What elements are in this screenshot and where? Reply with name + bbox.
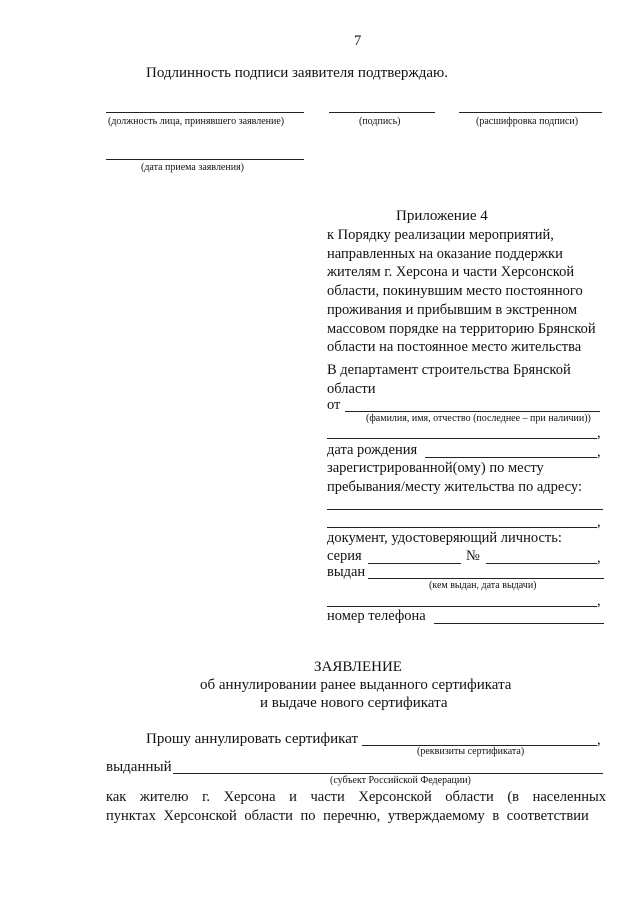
position-hint: (должность лица, принявшего заявление) [108,116,285,127]
addressee-line: области [327,380,376,397]
from-label: от [327,397,341,413]
issued-continuation-field[interactable] [327,606,597,607]
fullname-hint: (фамилия, имя, отчество (последнее – при наличии)) [366,413,591,424]
acceptance-date-hint: (дата приема заявления) [141,162,245,173]
issued-by-field[interactable] [368,578,604,579]
request-text: Прошу аннулировать сертификат [146,731,359,747]
federal-subject-field[interactable] [173,773,603,774]
fullname-continuation-field[interactable] [327,438,597,439]
registration-label: зарегистрированной(ому) по месту [327,460,544,476]
comma: , [597,732,601,748]
appendix-title: Приложение 4 [396,208,488,224]
comma: , [597,425,601,441]
address-continuation-field[interactable] [327,527,597,528]
page-number: 7 [354,33,362,49]
appendix-line: области на постоянное место жительства [327,339,582,356]
issued-label: выдан [327,564,366,580]
signature-confirmation-text: Подлинность подписи заявителя подтверждаю. [146,65,448,81]
series-label: серия [327,548,362,564]
appendix-text [327,226,617,357]
appendix-line: жителям г. Херсона и части Херсонской [327,264,575,281]
issued-hint: (кем выдан, дата выдачи) [429,580,537,591]
comma: , [597,514,601,530]
birth-date-field[interactable] [425,457,597,458]
comma: , [597,550,601,566]
signature-hint: (подпись) [359,116,401,127]
statement-subtitle: об аннулировании ранее выданного сертификата [200,677,512,693]
series-field[interactable] [368,563,461,564]
statement-subtitle: и выдаче нового сертификата [260,695,448,711]
appendix-line: направленных на оказание поддержки [327,245,563,262]
comma: , [597,593,601,609]
identity-document-label: документ, удостоверяющий личность: [327,530,562,546]
address-field[interactable] [327,509,603,510]
certificate-details-hint: (реквизиты сертификата) [417,746,525,757]
statement-title: ЗАЯВЛЕНИЕ [314,659,402,675]
phone-label: номер телефона [327,608,426,624]
fullname-field[interactable] [345,411,600,412]
appendix-line: массовом порядке на территорию Брянской [327,320,596,337]
appendix-line: проживания и прибывшим в экстренном [327,301,578,318]
phone-field[interactable] [434,623,604,624]
acceptance-date-line[interactable] [106,159,304,160]
appendix-line: области, покинувшим место постоянного [327,283,583,300]
addressee-line: В департамент строительства Брянской [327,362,571,378]
appendix-line: к Порядку реализации мероприятий, [327,227,554,243]
decoding-hint: (расшифровка подписи) [476,116,579,127]
birth-date-label: дата рождения [327,442,418,458]
issued-word: выданный [106,759,172,775]
comma: , [597,444,601,460]
document-number-field[interactable] [486,563,597,564]
number-sign-label: № [466,548,480,564]
decoding-line[interactable] [459,112,602,113]
federal-subject-hint: (субъект Российской Федерации) [330,775,471,786]
statement-paragraph: как жителю г. Херсона и части Херсонской области (в населенных пунктах Херсонской области по перечню, утверждаемому в соответствии [106,789,606,824]
registration-label-2: пребывания/месту жительства по адресу: [327,479,583,495]
addressee-block [327,361,617,398]
position-line[interactable] [106,112,304,113]
signature-line[interactable] [329,112,435,113]
